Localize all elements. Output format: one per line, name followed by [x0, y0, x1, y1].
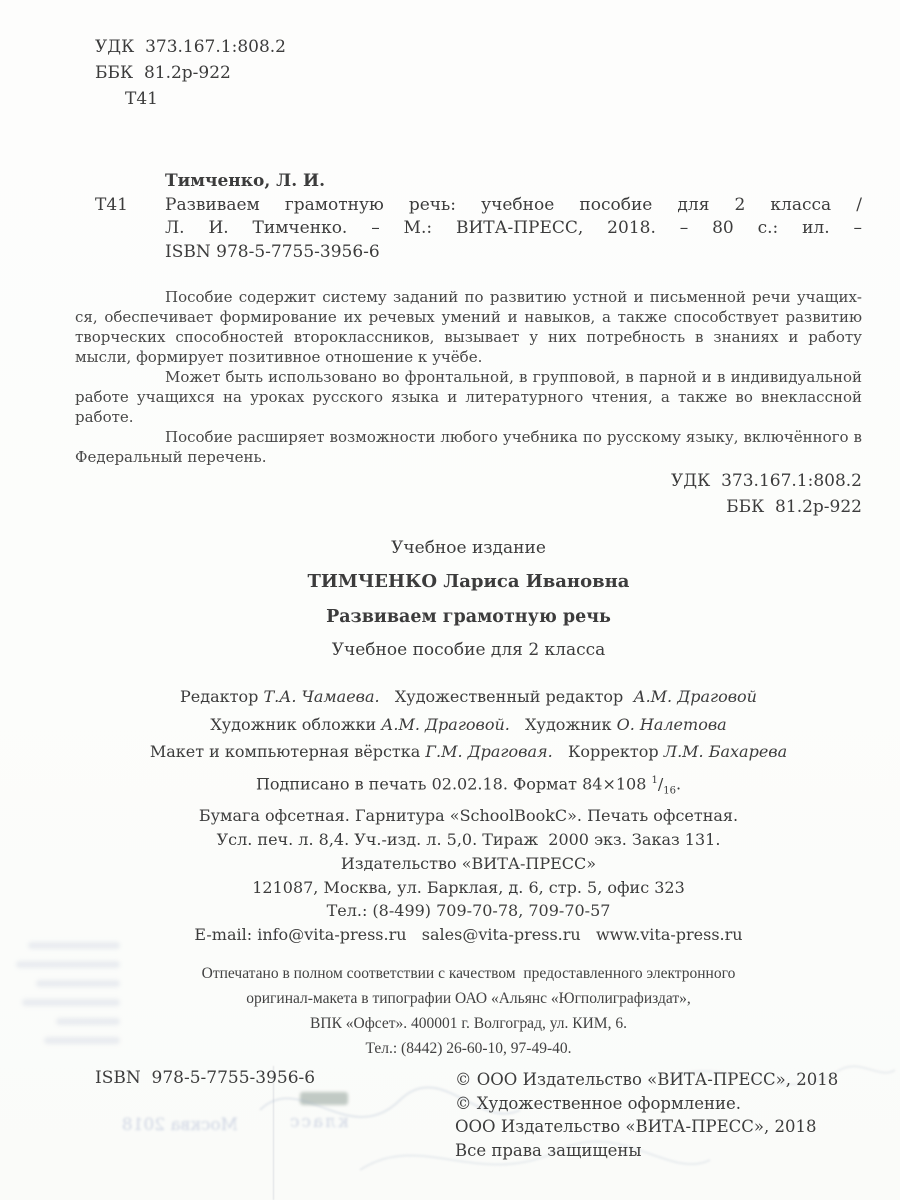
- printed-at-block: [75, 961, 862, 1061]
- showthrough-text-class: класс: [288, 1112, 349, 1132]
- credit-role: Художник: [509, 714, 617, 734]
- credits-line-editor: [75, 683, 862, 711]
- codes-top-block: [95, 34, 286, 112]
- credit-role: Редактор: [180, 687, 264, 706]
- printing-format-dot: .: [675, 774, 682, 794]
- biblio-description: [165, 194, 862, 265]
- copyright-line: Все права защищены: [455, 1140, 642, 1160]
- bbk-code-top: ББК 81.2р-922: [95, 63, 231, 83]
- credit-name: Г.М. Драговая.: [425, 742, 553, 761]
- isbn-bottom: ISBN 978-5-7755-3956-6: [95, 1068, 316, 1088]
- annotation-line: Пособие расширяет возможности любого учебника по русскому языку, включённого в: [165, 428, 862, 446]
- showthrough-text-moscow: Москва 2018: [121, 1115, 238, 1135]
- credit-name: А.М. Драговой: [633, 687, 757, 706]
- printing-line-format: [75, 769, 862, 804]
- publisher-address: 121087, Москва, ул. Барклая, д. 6, стр. 5, офис 323: [252, 877, 685, 897]
- edition-title: Развиваем грамотную речь: [326, 607, 611, 627]
- copyright-block: [455, 1068, 838, 1162]
- edition-kind: Учебное издание: [391, 538, 546, 558]
- annotation-line: мысли, формирует позитивное отношение к учёбе.: [75, 348, 483, 366]
- printing-block: [75, 769, 862, 852]
- codes-right-block: [75, 468, 862, 520]
- format-fraction-slash: /: [657, 774, 664, 794]
- credit-role: Художественный редактор: [379, 687, 634, 706]
- biblio-margin-code: Т41: [95, 194, 128, 215]
- printed-at-line: Отпечатано в полном соответствии с качеством предоставленного электронного: [201, 965, 736, 982]
- biblio-isbn-line: ISBN 978-5-7755-3956-6: [165, 241, 380, 262]
- author-sign-code-top: Т41: [125, 89, 158, 109]
- annotation-line: работе.: [75, 408, 134, 426]
- publisher-contacts: E-mail: info@vita-press.ru sales@vita-press.ru www.vita-press.ru: [194, 924, 743, 944]
- copyright-line: ООО Издательство «ВИТА-ПРЕСС», 2018: [455, 1117, 817, 1136]
- credit-role: Корректор: [552, 742, 664, 761]
- publisher-name: Издательство «ВИТА-ПРЕСС»: [340, 854, 597, 873]
- biblio-line: Развиваем грамотную речь: учебное пособие для 2 класса /: [165, 194, 862, 215]
- biblio-line: Л. И. Тимченко. – М.: ВИТА-ПРЕСС, 2018. – 80 с.: ил. –: [165, 218, 862, 238]
- credit-role: Макет и компьютерная вёрстка: [149, 742, 426, 761]
- format-fraction-denominator: 16: [663, 785, 676, 797]
- edition-author: ТИМЧЕНКО Лариса Ивановна: [307, 571, 630, 592]
- udk-code-top: УДК 373.167.1:808.2: [95, 37, 286, 57]
- credits-block: [75, 683, 862, 766]
- annotation-line: творческих способностей второклассников, вызывает у них потребность в знаниях и работу: [75, 328, 862, 346]
- annotation-line: Федеральный перечень.: [75, 448, 267, 466]
- credit-role: Художник обложки: [210, 714, 382, 734]
- printed-at-line: Тел.: (8442) 26-60-10, 97-49-40.: [365, 1040, 572, 1057]
- annotation-paragraph-1: [75, 287, 862, 367]
- printed-at-line: оригинал-макета в типографии ОАО «Альянс «Югполиграфиздат»,: [246, 990, 691, 1007]
- annotation-line: работе учащихся на уроках русского языка и литературного чтения, а также во внеклассной: [75, 388, 862, 406]
- format-fraction-numerator: 1: [651, 775, 658, 786]
- edition-subtitle: Учебное пособие для 2 класса: [331, 640, 606, 660]
- credit-name: А.М. Драговой.: [381, 714, 510, 734]
- credits-line-artists: [75, 711, 862, 739]
- copyright-line: © Художественное оформление.: [455, 1093, 742, 1113]
- credits-line-layout: [75, 738, 862, 766]
- copyright-line: © ООО Издательство «ВИТА-ПРЕСС», 2018: [455, 1070, 839, 1089]
- printed-at-line: ВПК «Офсет». 400001 г. Волгоград, ул. КИМ, 6.: [310, 1015, 627, 1032]
- annotation-paragraph-3: [75, 427, 862, 467]
- publisher-phone: Тел.: (8-499) 709-70-78, 709-70-57: [326, 901, 611, 920]
- bbk-code-right: ББК 81.2р-922: [726, 497, 862, 517]
- udk-code-right: УДК 373.167.1:808.2: [671, 471, 862, 491]
- credit-name: Т.А. Чамаева.: [263, 687, 380, 706]
- bibliographic-entry: [95, 170, 862, 264]
- annotation-paragraph-2: [75, 367, 862, 427]
- credit-name: О. Налетова: [616, 714, 727, 734]
- printing-line-volume: Усл. печ. л. 8,4. Уч.-изд. л. 5,0. Тираж 2000 экз. Заказ 131.: [216, 829, 721, 849]
- annotation-block: [75, 287, 862, 467]
- annotation-line: Пособие содержит систему заданий по развитию устной и письменной речи учащих-: [165, 288, 862, 306]
- annotation-line: Может быть использовано во фронтальной, в групповой, в парной и в индивидуальной: [165, 368, 862, 386]
- biblio-author: Тимченко, Л. И.: [165, 171, 326, 191]
- printing-format-text: Подписано в печать 02.02.18. Формат 84×108: [255, 774, 652, 794]
- annotation-line: ся, обеспечивает формирование их речевых умений и навыков, а также способствует развитию: [75, 308, 862, 326]
- credit-name: Л.М. Бахарева: [663, 742, 788, 761]
- printing-line-paper: Бумага офсетная. Гарнитура «SchoolBookC». Печать офсетная.: [198, 805, 739, 825]
- publisher-block: [75, 852, 862, 946]
